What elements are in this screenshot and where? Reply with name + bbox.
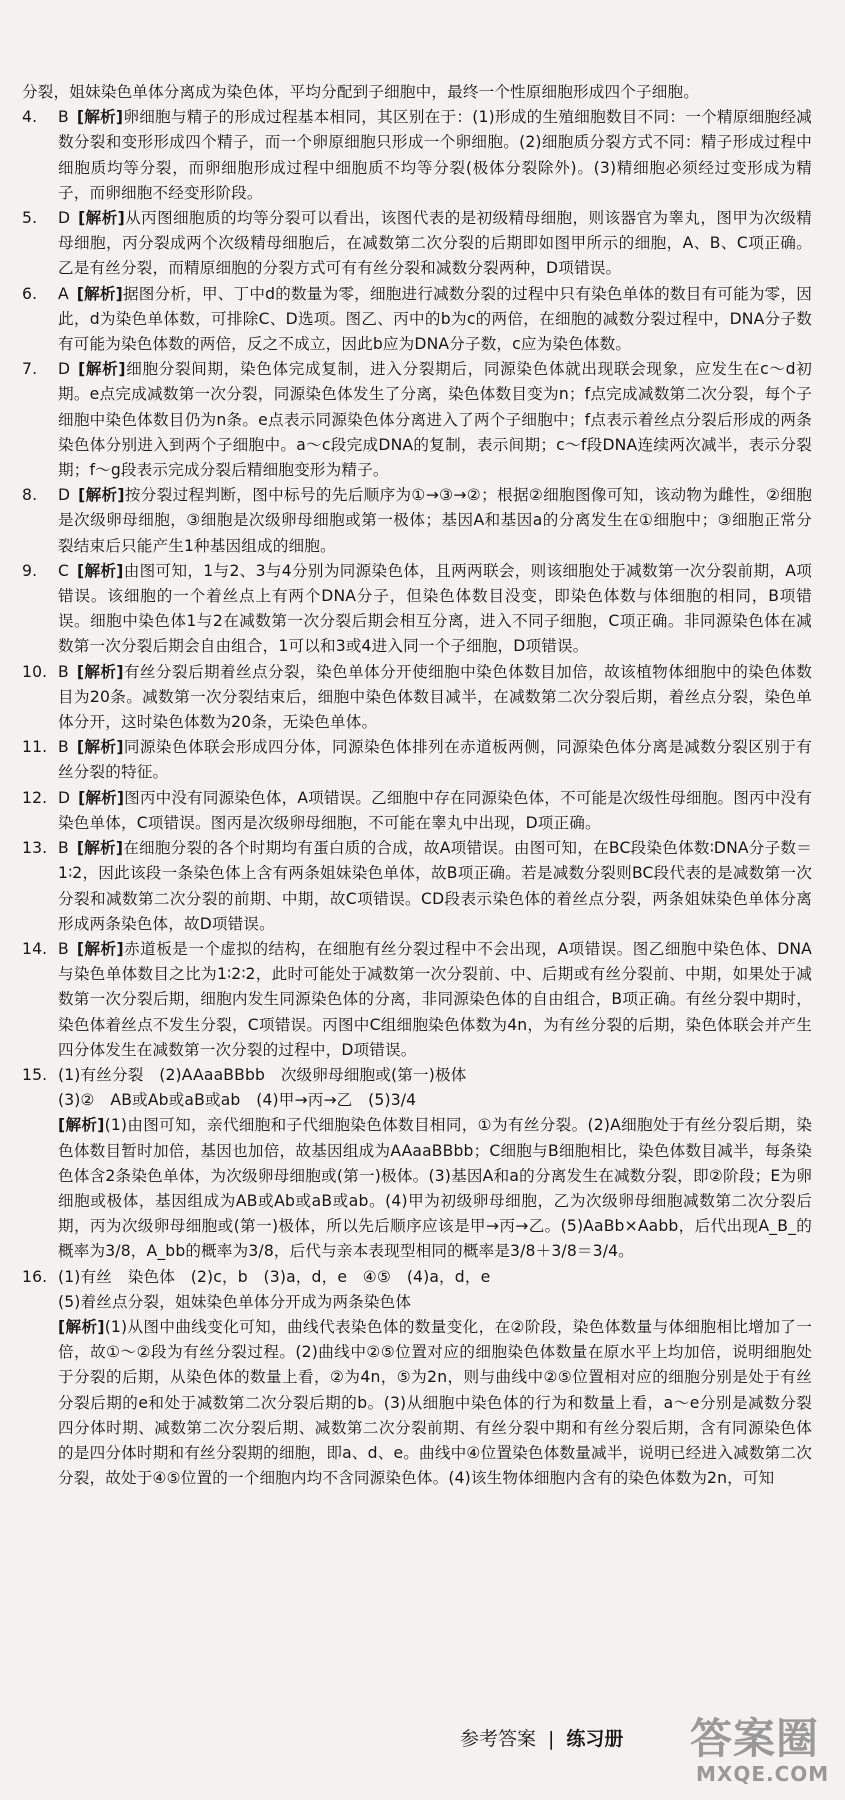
explanation-text: 赤道板是一个虚拟的结构，在细胞有丝分裂过程中不会出现，A项错误。图乙细胞中染色体、DNA与染色单体数目之比为1∶2∶2，此时可能处于减数第一次分裂前、中、后期或有丝分裂前、中期，如果处于减数第一次分裂后期，细胞内发生同源染色体的分离，非同源染色体的自由组合，B项正确。有丝分裂中期时，染色体着丝点不发生分裂，C项错误。丙图中C组细胞染色体数为4n，为有丝分裂的后期，染色体联会并产生四分体发生在减数第一次分裂的过程中，D项错误。	[58, 939, 813, 1059]
item-paragraph	[58, 483, 812, 559]
answer-choice: D	[58, 486, 71, 505]
item-paragraph	[58, 559, 812, 660]
answer-text-block	[22, 80, 812, 1491]
explanation-text: 卵细胞与精子的形成过程基本相同，其区别在于：(1)形成的生殖细胞数目不同：一个精原细胞经减数分裂和变形形成四个精子，而一个卵原细胞只形成一个卵细胞。(2)细胞质分裂方式不同：精子形成过程中细胞质均等分裂，而卵细胞形成过程中细胞质不均等分裂(极体分裂除外)。(3)精细胞必须经过变形成为精子，而卵细胞不经变形阶段。	[58, 108, 813, 202]
answer-choice: B	[58, 662, 69, 681]
explanation-text: 据图分析，甲、丁中d的数量为零，细胞进行减数分裂的过程中只有染色单体的数目有可能为零，因此，d为染色单体数，可排除C、D选项。图乙、丙中的b为c的两倍，在细胞的减数分裂过程中，DNA分子数有可能为染色体数的两倍，反之不成立，因此b应为DNA分子数，c应为染色体数。	[58, 284, 813, 354]
page-footer	[460, 1724, 623, 1751]
footer-separator: |	[548, 1728, 555, 1750]
answer-item	[22, 559, 812, 660]
analysis-tag: [解析]	[78, 209, 125, 228]
answer-choice: D	[58, 788, 71, 807]
answer-item	[22, 483, 812, 559]
answer-choice: B	[58, 839, 69, 858]
answer-item	[22, 786, 812, 836]
answer-choice: B	[58, 108, 69, 127]
q15-explanation	[58, 1113, 812, 1264]
analysis-tag: [解析]	[58, 1116, 105, 1135]
q16-explanation	[58, 1315, 812, 1491]
explanation-text: 在细胞分裂的各个时期均有蛋白质的合成，故A项错误。由图可知，在BC段染色体数∶DNA分子数＝1∶2，因此该段一条染色体上含有两条姐妹染色单体，故B项正确。若是减数分裂则BC段代表的是减数第一次分裂和减数第二次分裂的前期、中期，故C项错误。CD段表示染色体的着丝点分裂，两条姐妹染色单体分离形成两条染色体，故D项错误。	[58, 839, 812, 933]
watermark-url: MXQE.COM	[696, 1762, 830, 1786]
q16-explanation-text: (1)从图中曲线变化可知，曲线代表染色体的数量变化，在②阶段，染色体数量与体细胞相比增加了一倍，故①～②段为有丝分裂过程。(2)曲线中②⑤位置对应的细胞染色体数量在原水平上均加倍，说明细胞处于分裂的后期，从染色体的数量上看，②为4n，⑤为2n，则与曲线中②⑤位置相对应的细胞分别是处于有丝分裂后期的e和处于减数第二次分裂后期的b。(3)从细胞中染色体的行为和数量上看，a～e分别是减数分裂四分体时期、减数第二次分裂后期、减数第二次分裂前期、有丝分裂中期和有丝分裂后期，含有同源染色体的是四分体时期和有丝分裂期的细胞，即a、d、e。曲线中④位置染色体数量减半，说明已经进入减数第二次分裂，故处于④⑤位置的一个细胞内均不含同源染色体。(4)该生物体细胞内含有的染色体数为2n，可知	[58, 1317, 813, 1488]
footer-label-workbook: 练习册	[566, 1728, 624, 1750]
item-number: 14.	[22, 939, 48, 958]
explanation-text: 有丝分裂后期着丝点分裂，染色单体分开使细胞中染色体数目加倍，故该植物体细胞中的染色体数目为20条。减数第一次分裂结束后，细胞中染色体数目减半，在减数第二次分裂后期，着丝点分裂，染色单体分开，这时染色体数为20条，无染色单体。	[58, 662, 813, 732]
explanation-text: 由图可知，1与2、3与4分别为同源染色体，且两两联会，则该细胞处于减数第一次分裂前期，A项错误。该细胞的一个着丝点上有两个DNA分子，但染色体数目没变，即染色体数与体细胞的相同，B项错误。细胞中染色体1与2在减数第一次分裂后期会相互分离，进入不同子细胞，C项正确。非同源染色体在减数第一次分裂后期会自由组合，1可以和3或4进入同一个子细胞，D项错误。	[58, 561, 813, 656]
q15-answers-line1: (1)有丝分裂 (2)AAaaBBbb 次级卵母细胞或(第一)极体	[58, 1065, 467, 1084]
analysis-tag: [解析]	[76, 738, 124, 757]
item-paragraph	[58, 105, 812, 206]
explanation-text: 从丙图细胞质的均等分裂可以看出，该图代表的是初级精母细胞，则该器官为睾丸，图甲为次级精母细胞，丙分裂成两个次级精母细胞后，在减数第二次分裂的后期即如图甲所示的细胞，A、B、C项正确。乙是有丝分裂，而精原细胞的分裂方式可有有丝分裂和减数分裂两种，D项错误。	[58, 209, 812, 278]
item-paragraph	[58, 206, 812, 282]
analysis-tag: [解析]	[76, 939, 124, 958]
item-paragraph	[58, 357, 812, 483]
answer-choice: D	[58, 209, 71, 228]
item-number: 6.	[22, 284, 38, 303]
item-number: 13.	[22, 839, 48, 858]
item-paragraph	[58, 937, 812, 1063]
lead-paragraph: 分裂，姐妹染色单体分离成为染色体，平均分配到子细胞中，最终一个性原细胞形成四个子细胞。	[22, 83, 699, 101]
answer-item	[22, 282, 812, 358]
q16-answers-line2: (5)着丝点分裂，姐妹染色单体分开成为两条染色体	[58, 1292, 412, 1311]
q15-explanation-text: (1)由图可知，亲代细胞和子代细胞染色体数目相同，①为有丝分裂。(2)A细胞处于有丝分裂后期，染色体数目暂时加倍，基因也加倍，故基因组成为AAaaBBbb；C细胞与B细胞相比，染色体数目减半，每条染色体含2条染色单体，为次级卵母细胞或(第一)极体。(3)基因A和a的分离发生在减数分裂，即②阶段；E为卵细胞或极体，基因组成为AB或Ab或aB或ab。(4)甲为初级卵母细胞，乙为次级卵母细胞减数第二次分裂后期，丙为次级卵母细胞或(第一)极体，所以先后顺序应该是甲→丙→乙。(5)AaBb×Aabb，后代出现A_B_的概率为3/8，A_bb的概率为3/8，后代与亲本表现型相同的概率是3/8＋3/8＝3/4。	[58, 1116, 812, 1261]
watermark-logo	[688, 1706, 838, 1786]
explanation-text: 按分裂过程判断，图中标号的先后顺序为①→③→②；根据②细胞图像可知，该动物为雌性，②细胞是次级卵母细胞，③细胞是次级卵母细胞或第一极体；基因A和基因a的分离发生在①细胞中；③细胞正常分裂结束后只能产生1种基因组成的细胞。	[58, 486, 812, 555]
footer-label-answers: 参考答案	[460, 1728, 537, 1750]
answer-item	[22, 735, 812, 785]
item-paragraph	[58, 786, 812, 836]
analysis-tag: [解析]	[77, 561, 124, 580]
analysis-tag: [解析]	[76, 662, 124, 681]
item-number: 9.	[22, 561, 38, 580]
q16-answers-line1: (1)有丝 染色体 (2)c，b (3)a，d，e ④⑤ (4)a，d，e	[58, 1267, 491, 1286]
item-number: 15.	[22, 1065, 48, 1084]
analysis-tag: [解析]	[76, 839, 124, 858]
answer-choice: C	[58, 561, 70, 580]
explanation-text: 图丙中没有同源染色体，A项错误。乙细胞中存在同源染色体，不可能是次级性母细胞。图丙中没有染色单体，C项错误。图丙是次级卵母细胞，不可能在睾丸中出现，D项正确。	[58, 788, 812, 832]
answer-item	[22, 660, 812, 736]
answer-choice: A	[58, 284, 69, 303]
explanation-text: 细胞分裂间期，染色体完成复制，进入分裂期后，同源染色体就出现联会现象，应发生在c～d初期。e点完成减数第一次分裂，同源染色体发生了分离，染色体数目变为n；f点完成减数第二次分裂，每个子细胞中染色体数目仍为n条。e点表示同源染色体分离进入了两个子细胞中；f点表示着丝点分裂后形成的两条染色体分别进入到两个子细胞中。a～c段完成DNA的复制，表示间期；c～f段DNA连续两次减半，表示分裂期；f～g段表示完成分裂后精细胞变形为精子。	[58, 360, 812, 480]
item-number: 8.	[22, 486, 38, 505]
answer-choice: D	[58, 360, 71, 379]
answer-item	[22, 206, 812, 282]
item-paragraph	[58, 735, 812, 785]
q15-answers-line2: (3)② AB或Ab或aB或ab (4)甲→丙→乙 (5)3/4	[58, 1091, 417, 1110]
answer-choice: B	[58, 738, 69, 757]
answer-choice: B	[58, 939, 69, 958]
item-number: 4.	[22, 108, 38, 127]
answer-item	[22, 937, 812, 1063]
analysis-tag: [解析]	[76, 108, 124, 127]
analysis-tag: [解析]	[78, 486, 125, 505]
item-number: 12.	[22, 788, 48, 807]
answer-item-15	[22, 1063, 812, 1265]
answer-item	[22, 105, 812, 206]
item-number: 7.	[22, 360, 38, 379]
item-number: 10.	[22, 662, 48, 681]
answer-item	[22, 357, 812, 483]
item-paragraph	[58, 660, 812, 736]
analysis-tag: [解析]	[78, 788, 125, 807]
item-paragraph	[58, 836, 812, 937]
answer-item	[22, 836, 812, 937]
analysis-tag: [解析]	[78, 360, 126, 379]
answer-item-16	[22, 1265, 812, 1492]
item-number: 5.	[22, 209, 38, 228]
item-number: 11.	[22, 738, 48, 757]
answer-items	[22, 105, 812, 1063]
explanation-text: 同源染色体联会形成四分体，同源染色体排列在赤道板两侧，同源染色体分离是减数分裂区别于有丝分裂的特征。	[58, 738, 813, 782]
analysis-tag: [解析]	[58, 1317, 105, 1336]
watermark-title: 答案圈	[690, 1714, 820, 1763]
item-number: 16.	[22, 1267, 48, 1286]
item-paragraph	[58, 282, 812, 358]
analysis-tag: [解析]	[76, 284, 123, 303]
